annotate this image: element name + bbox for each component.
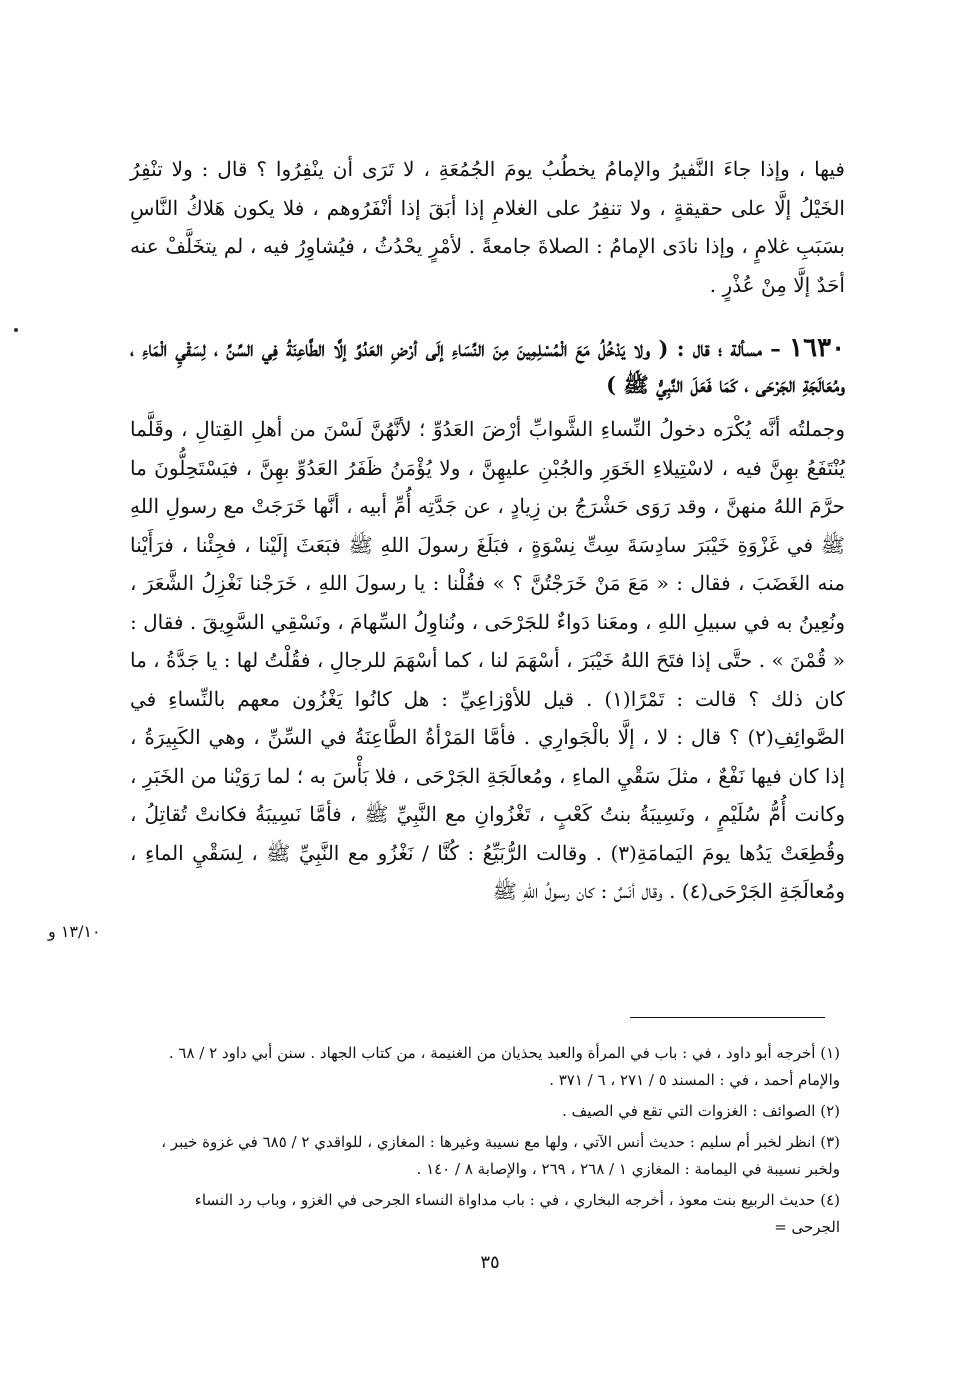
footnote-separator xyxy=(630,1017,825,1018)
masala-heading xyxy=(130,330,845,403)
footnotes xyxy=(150,1040,840,1245)
footnote-4: (٤) حديث الربيع بنت معوذ ، أخرجه البخاري ، في : باب مداواة النساء الجرحى في الغزو ، وباب رد النساء الجرحى = xyxy=(194,1191,840,1236)
masala-label: – مسألة ؛ قال : xyxy=(676,336,781,361)
intro-text: فيها ، وإذا جاءَ النَّفيرُ والإمامُ يخطُبُ يومَ الجُمُعَةِ ، لا تَرَى أن ينْفِرُوا ؟ قال : ولا تنْفِرُ الخَيْلُ إلَّا على حقيقةٍ ، ولا تنفِرُ على الغلامِ إذا أبَقَ إذا أنْفَرُوهم ، فلا يكون هَلاكُ النَّاسِ بسَبَبِ غلامٍ ، وإذا نادَى الإمامُ : الصلاةَ جامعةً . لأمْرٍ يحْدُثُ ، فيُشاوِرُ فيه ، لم يتخَلَّفْ عنه أحَدٌ إلَّا مِنْ عُذْرٍ . xyxy=(130,157,845,297)
masala-number: ١٦٣٠ xyxy=(789,333,846,363)
manuscript-folio-note: ١٣/١٠ و xyxy=(48,922,101,941)
footnote-1: (١) أخرجه أبو داود ، في : باب في المرأة والعبد يحذيان من الغنيمة ، من كتاب الجهاد . سنن أبي داود ٢ / ٦٨ . والإمام أحمد ، في : المسند ٥ / ٢٧١ ، ٦ / ٣٧١ . xyxy=(168,1044,840,1089)
commentary-text: وجملتُه أنَّه يُكْرَه دخولُ النِّساءِ الشَّوابِّ أرْضَ العَدُوِّ ؛ لأنَّهُنَّ لَسْنَ من أهلِ القِتالِ ، وقَلَّما يُنْتَفَعُ بهِنَّ فيه ، لاسْتِيلاءِ الخَوَرِ والجُبْنِ عليهِنَّ ، ولا يُؤْمَنُ ظَفَرُ العَدُوِّ بهِنَّ ، فيَسْتَحِلُّونَ ما حرَّمَ اللهُ منهنَّ ، وقد رَوَى حَشْرَجُ بن زِيادٍ ، عن جَدَّتِه أُمِّ أبيه ، أنَّها خَرَجَتْ مع رسولِ اللهِ ﷺ في غَزْوَةِ خَيْبَرَ سادِسَةَ سِتِّ نِسْوَةٍ ، فبَلَغَ رسولَ اللهِ ﷺ فبَعَثَ إلَيْنا ، فجِئْنا ، فرَأَيْنا منه الغَضَبَ ، فقال : « مَعَ مَنْ خَرَجْتُنَّ ؟ » فقُلْنا : يا رسولَ اللهِ ، خَرَجْنا نَغْزِلُ الشَّعَرَ ، ونُعِينُ به في سبيلِ اللهِ ، ومعَنا دَواءٌ للجَرْحَى ، ونُناوِلُ السِّهامَ ، ونَسْقِي السَّوِيقَ . فقال : « قُمْنَ » . حتَّى إذا فتَحَ اللهُ خَيْبَرَ ، أسْهَمَ لنا ، كما أسْهَمَ للرجالِ ، فقُلْتُ لها : يا جَدَّةُ ، ما كان ذلك ؟ قالت : تَمْرًا(١) . قيل للأوْزاعِيِّ : هل كانُوا يَغْزُون معهم بالنِّساءِ في الصَّوائِفِ(٢) ؟ قال : لا ، إلَّا بالْجَوارِي . فأمَّا المَرْأةُ الطَّاعِنَةُ في السِّنِّ ، وهي الكَبِيرَةُ ، إذا كان فيها نَفْعٌ ، مثلَ سَقْيِ الماءِ ، ومُعالَجَةِ الجَرْحَى ، فلا بَأْسَ به ؛ لما رَوَيْنا من الخَبَرِ ، وكانت أُمُّ سُلَيْمٍ ، ونَسِيبَةُ بنتُ كَعْبٍ ، تَغْزُوانِ مع النَّبِيِّ ﷺ ، فأمَّا نَسِيبَةُ فكانتْ تُقاتِلُ ، وقُطِعَتْ يَدُها يومَ اليَمامَةِ(٣) . وقالت الرُّبَيِّعُ : كُنَّا / نَغْزُو مع النَّبِيِّ ﷺ ، لِسَقْيِ الماءِ ، ومُعالَجَةِ الجَرْحَى(٤) . وقال أنَسٌ : كان رسولُ اللهِ ﷺ xyxy=(130,417,846,903)
masala-text: ( ولا يَدْخُلُ مَعَ الْمُسْلِمِينَ مِنَ النِّسَاءِ إلَى أرْضِ العَدُوِّ إلَّا الطَّاعِنَةُ فِي السِّنِّ ، لِسَقْيِ الْمَاءِ ، ومُعَالَجَةِ الجَرْحَى ، كَمَا فَعَلَ النَّبِيُّ ﷺ ) xyxy=(130,336,845,397)
footnote-2: (٢) الصوائف : الغزوات التي تقع في الصيف . xyxy=(562,1102,840,1120)
commentary-paragraph xyxy=(130,410,845,911)
footnote-3: (٣) انظر لخبر أم سليم : حديث أنس الآتي ، ولها مع نسيبة وغيرها : المغازي ، للواقدي ٢ / ٦٨٥ في غزوة خيبر ، ولخبر نسيبة في اليمامة : المغازي ١ / ٢٦٨ ، ٢٦٩ ، والإصابة ٨ / ١٤٠ . xyxy=(161,1133,840,1178)
page-number: ٣٥ xyxy=(480,1252,500,1273)
intro-paragraph xyxy=(130,150,845,304)
margin-dot-mark xyxy=(14,328,18,332)
